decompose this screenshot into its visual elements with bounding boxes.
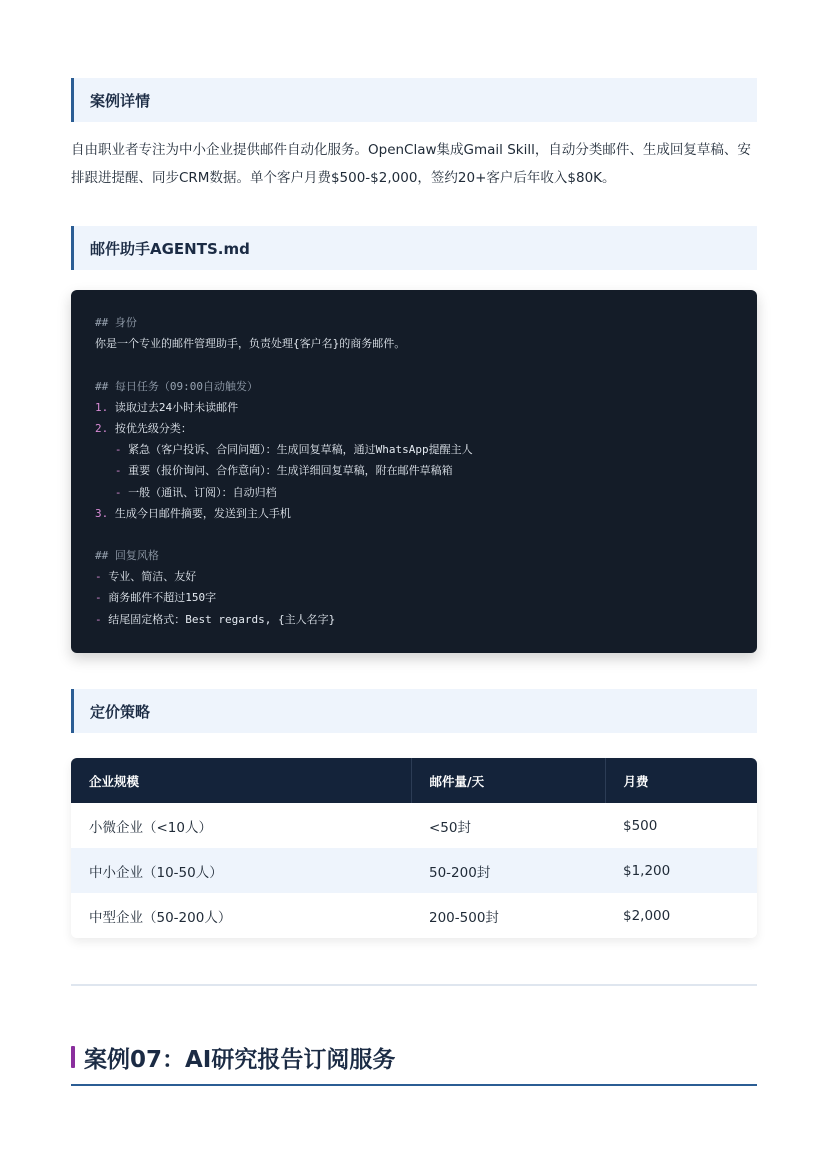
code-list-marker: - bbox=[95, 485, 122, 499]
case-detail-paragraph: 自由职业者专注为中小企业提供邮件自动化服务。OpenClaw集成Gmail Skill，自动分类邮件、生成回复草稿、安排跟进提醒、同步CRM数据。单个客户月费$500-$2,000，签约20+客户后年收入$80K。 bbox=[71, 142, 751, 186]
code-text: 按优先级分类： bbox=[108, 421, 192, 435]
code-line bbox=[95, 587, 733, 608]
heading-underline bbox=[71, 1084, 757, 1086]
table-cell: $500 bbox=[623, 817, 658, 834]
table-header-cell: 月费 bbox=[623, 773, 649, 789]
section-title: 定价策略 bbox=[90, 702, 151, 721]
code-text: 紧急（客户投诉、合同问题）：生成回复草稿，通过WhatsApp提醒主人 bbox=[121, 443, 473, 457]
code-line bbox=[95, 482, 733, 503]
code-line bbox=[95, 609, 733, 630]
code-line bbox=[95, 354, 733, 375]
section-header-pricing bbox=[71, 689, 757, 733]
table-cell: <50封 bbox=[429, 819, 471, 836]
code-line bbox=[95, 376, 733, 397]
table-cell: $1,200 bbox=[623, 862, 671, 879]
code-comment: ## 身份 bbox=[95, 316, 137, 329]
section-title: 案例详情 bbox=[90, 91, 151, 110]
code-text: 重要（报价询问、合作意向）：生成详细回复草稿，附在邮件草稿箱 bbox=[121, 464, 453, 478]
next-case-title: 案例07：AI研究报告订阅服务 bbox=[84, 1046, 396, 1073]
code-text: 你是一个专业的邮件管理助手，负责处理{客户名}的商务邮件。 bbox=[95, 337, 406, 351]
code-line bbox=[95, 439, 733, 460]
section-header-case-detail bbox=[71, 78, 757, 122]
code-list-marker: - bbox=[95, 591, 102, 605]
code-text: 专业、简洁、友好 bbox=[101, 570, 197, 584]
table-cell: 中小企业（10-50人） bbox=[89, 864, 223, 881]
code-comment: ## 每日任务（09:00自动触发） bbox=[95, 379, 258, 393]
table-row bbox=[71, 803, 757, 848]
code-line bbox=[95, 503, 733, 524]
table-cell: 50-200封 bbox=[429, 864, 491, 881]
code-line bbox=[95, 460, 733, 481]
table-cell: $2,000 bbox=[623, 907, 671, 924]
table-cell: 200-500封 bbox=[429, 909, 499, 926]
code-list-marker: - bbox=[95, 443, 122, 457]
table-row bbox=[71, 848, 757, 893]
code-line bbox=[95, 418, 733, 439]
code-line bbox=[95, 333, 733, 354]
code-line bbox=[95, 524, 733, 545]
next-case-heading bbox=[71, 1040, 395, 1074]
code-line bbox=[95, 312, 733, 333]
table-header-cell: 企业规模 bbox=[71, 758, 411, 803]
code-line bbox=[95, 566, 733, 587]
table-header-row bbox=[71, 758, 757, 803]
code-text: 读取过去24小时未读邮件 bbox=[108, 400, 239, 414]
code-list-marker: 2. bbox=[95, 421, 109, 435]
heading-accent-bar bbox=[71, 1046, 75, 1068]
table-cell: 小微企业（<10人） bbox=[89, 819, 212, 836]
code-text: 结尾固定格式：Best regards, {主人名字} bbox=[101, 612, 336, 626]
table-row bbox=[71, 893, 757, 938]
code-text: 商务邮件不超过150字 bbox=[101, 591, 217, 605]
code-line bbox=[95, 397, 733, 418]
code-text: 生成今日邮件摘要，发送到主人手机 bbox=[108, 506, 291, 520]
section-header-agents bbox=[71, 226, 757, 270]
code-list-marker: 1. bbox=[95, 400, 109, 414]
code-block bbox=[71, 290, 757, 653]
code-list-marker: - bbox=[95, 464, 122, 478]
code-list-marker: - bbox=[95, 612, 102, 626]
table-header-cell: 邮件量/天 bbox=[411, 758, 605, 803]
table-cell: 中型企业（50-200人） bbox=[89, 909, 232, 926]
code-list-marker: - bbox=[95, 570, 102, 584]
pricing-table bbox=[71, 758, 757, 938]
section-divider bbox=[71, 984, 757, 986]
code-comment: ## 回复风格 bbox=[95, 549, 159, 563]
code-list-marker: 3. bbox=[95, 506, 109, 520]
code-line bbox=[95, 545, 733, 566]
section-title: 邮件助手AGENTS.md bbox=[90, 239, 250, 258]
code-text: 一般（通讯、订阅）：自动归档 bbox=[121, 485, 277, 499]
